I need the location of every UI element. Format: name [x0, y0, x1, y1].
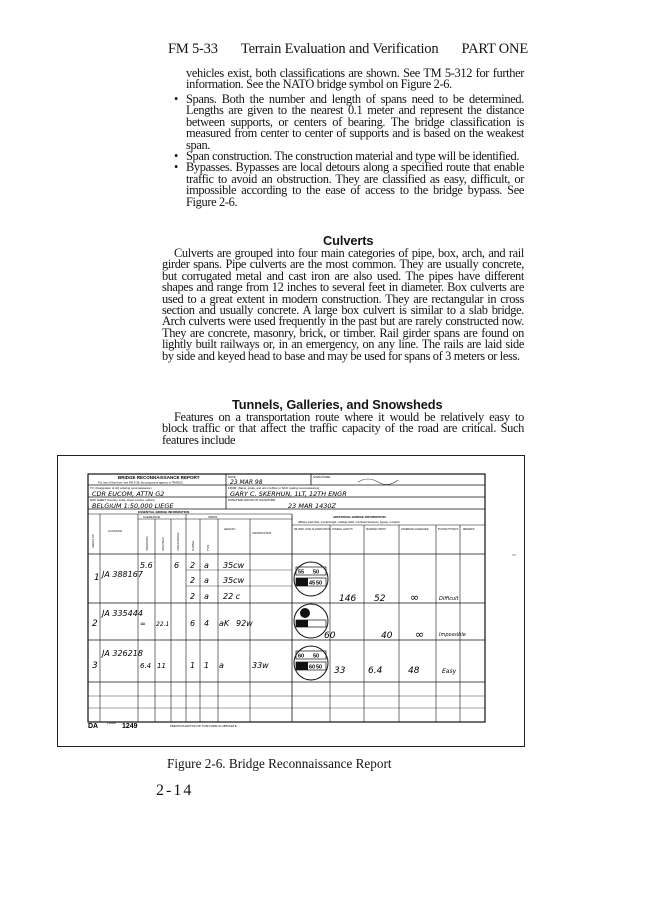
row1-overhead-clearance: ∞	[410, 591, 420, 604]
row1-mlc-left: 45	[309, 580, 316, 587]
bullet-dot-icon: •	[174, 160, 178, 175]
col-overall-length: OVERALL LENGTH	[332, 529, 353, 531]
col-horizontal: HORIZONTAL	[146, 535, 149, 551]
col-construction: CONSTRUCTION	[252, 532, 272, 535]
from-label: FROM: (Name, grade, and unit of officer or NCO making reconnaissance)	[228, 486, 320, 490]
row1-overall-length: 146	[339, 594, 357, 604]
row1-span3-length: 22 c	[223, 592, 241, 601]
col-overhead-clearance: OVERHEAD CLEARANCE	[401, 529, 429, 531]
bullet-text: Spans. Both the number and length of spans need to be determined. Lengths are given to the nearest 0.1 meter and represent the distance between supports, or centers of bearing. The bridge classification is measured from center to center of supports and is based on the weakest span.	[186, 92, 524, 152]
row1-mlc-bottom: 50	[313, 569, 320, 576]
bullet-text: Span construction. The construction material and type will be identified.	[186, 149, 520, 164]
culverts-paragraph: Culverts are grouped into four main categories of pipe, box, arch, and rail girder spans. Pipe culverts are the most common. They are usually concrete, but corrugated metal and cast iron are also used. The pipes have different shapes and range from 12 inches to several feet in diameter. Box culverts are used to a great extent in modern construction. They are rectangular in cross section and usually concrete. A large box culvert is similar to a slab bridge. Arch culverts were used frequently in the past but are rarely constructed now. They are concrete, masonry, brick, or timber. Rail girder spans are found on lightly built railways or, in an emergency, on any line. The rails are laid side by side and keyed head to base and may be used for spans of 3 meters or less.	[162, 246, 524, 363]
row3-span-type2: a	[219, 661, 224, 670]
essential-label: ESSENTIAL BRIDGE INFORMATION	[138, 510, 190, 514]
form-da-prefix: DA	[88, 723, 99, 730]
row1-span2-length: 35cw	[223, 576, 245, 585]
row2-span-length: 92w	[236, 619, 253, 628]
figure-caption: Figure 2-6. Bridge Reconnaissance Report	[167, 756, 392, 771]
row2-span-type: 4	[204, 619, 210, 628]
map-label: MAP SHEET (Country, scale, sheet number, edition)	[90, 498, 155, 502]
date-label: DATE	[228, 475, 236, 479]
form-number: 1249	[122, 723, 138, 730]
row2-horizontal: ∞	[140, 620, 146, 628]
col-location: LOCATION	[108, 529, 123, 533]
map-value: BELGIUM 1:50,000 LIEGE	[92, 502, 174, 510]
form-subtitle: For use of this form, see FM 5-36; the proponent agency is TRADOC.	[98, 480, 185, 485]
row1-mlc-right: 50	[316, 580, 323, 587]
culverts-heading: Culverts	[323, 233, 374, 248]
bullet-dot-icon: •	[174, 92, 178, 106]
bullet-item	[174, 94, 524, 151]
row1-location: JA 388167	[102, 570, 143, 579]
page-number: 2-14	[156, 782, 194, 799]
row2-serial: 2	[92, 619, 98, 629]
row3-underbridge: 11	[157, 662, 166, 670]
bullet-dot-icon: •	[174, 149, 178, 164]
row1-span1-length: 35cw	[223, 561, 245, 570]
row2-span-type2: aK	[219, 619, 230, 628]
col-mlc: MILITARY LOAD CLASSIFICATION	[294, 529, 331, 531]
figure-frame	[57, 455, 525, 747]
row3-mlc-symbol-icon	[294, 646, 328, 680]
bullet-text: Bypasses. Bypasses are local detours along a specified route that enable traffic to avoid an obstruction. They are classified as easy, difficult, or impossible according to the ease of access to the bridge bypass. See Figure 2-6.	[186, 160, 524, 209]
to-label: TO: (Designation of HQ ordering reconnaissance)	[90, 486, 152, 490]
row1-mlc-top: 55	[298, 569, 305, 576]
row2-location: JA 335444	[102, 609, 143, 618]
row3-bypass: Easy	[442, 668, 457, 675]
signature-label: SIGNATURE	[313, 475, 331, 479]
row2-mlc-symbol-icon	[294, 604, 328, 638]
row3-mlc-left: 60	[309, 664, 316, 671]
additional-label: ADDITIONAL BRIDGE INFORMATION	[333, 515, 386, 519]
part-label: PART ONE	[461, 41, 528, 57]
col-serial: SERIAL NO	[92, 534, 95, 548]
bridge-recon-form	[58, 456, 524, 746]
row2-roadway-width: 40	[381, 631, 393, 641]
row3-location: JA 326218	[102, 649, 143, 658]
row1-span2-number: 2	[190, 576, 196, 585]
row1-span2-type: a	[204, 576, 209, 585]
row1-serial: 1	[94, 573, 100, 583]
form-title: BRIDGE RECONNAISSANCE REPORT	[118, 475, 200, 480]
row3-overhead-clearance: 48	[408, 666, 420, 676]
bullet-item	[174, 162, 524, 208]
signature-scribble-icon	[358, 479, 398, 485]
row3-serial: 3	[92, 661, 98, 671]
col-remarks: REMARKS	[463, 529, 475, 531]
row3-mlc-top: 60	[298, 653, 305, 660]
row1-span3-number: 2	[190, 592, 196, 601]
row2-overhead-clearance: ∞	[415, 628, 425, 641]
continuation-paragraph: vehicles exist, both classifications are shown. See TM 5-312 for further information. See the NATO bridge symbol on Figure 2-6.	[186, 66, 524, 92]
row2-overall-length: 60	[324, 631, 336, 641]
row3-roadway-width: 6.4	[368, 666, 383, 676]
manual-number: FM 5-33	[168, 41, 218, 57]
row3-span-type: 1	[204, 661, 210, 670]
tunnels-heading: Tunnels, Galleries, and Snowsheds	[232, 397, 443, 412]
col-length: LENGTH	[224, 527, 236, 531]
row3-mlc-bottom: 50	[313, 653, 320, 660]
bullet-list	[174, 94, 524, 208]
date-value: 23 MAR 98	[230, 479, 263, 486]
running-header	[168, 41, 528, 58]
header-title: Terrain Evaluation and Verification	[240, 41, 439, 57]
clearance-label: CLEARANCE	[143, 515, 161, 519]
to-value: CDR EUCOM, ATTN G2	[92, 490, 165, 498]
tunnels-paragraph: Features on a transportation route where it would be relatively easy to block traffic or that affect the traffic capacity of the road are critical. Such features include	[162, 410, 524, 447]
row1-roadway-width: 52	[374, 594, 386, 604]
col-overhead: OVERHEAD	[162, 537, 165, 551]
row1-span1-type: a	[204, 561, 209, 570]
row1-span1-number: 2	[190, 561, 196, 570]
additional-sub: (Military load class, overall length, roadway width, overhead clearance, bypass, remarks)	[298, 521, 400, 524]
row3-overall-length: 33	[334, 666, 346, 676]
row3-horizontal: 6.4	[140, 662, 152, 670]
col-underbridge: UNDER-BRIDGE	[177, 532, 180, 551]
row2-span-number: 6	[190, 619, 196, 628]
row1-bypass: Difficult	[439, 596, 459, 602]
row2-underbridge: 22.1	[156, 621, 170, 628]
dtg-value: 23 MAR 1430Z	[288, 502, 336, 510]
col-roadway-width: ROADWAY WIDTH	[366, 529, 386, 531]
dtg-label: DATE/TIME GROUP OF SIGNATURE	[228, 498, 276, 502]
row1-underbridge: 6	[174, 561, 180, 570]
col-type: TYPE	[207, 544, 210, 551]
row2-bypass: Impossible	[439, 632, 466, 638]
row3-span-number: 1	[190, 661, 196, 670]
col-number: NUMBER	[192, 540, 195, 551]
form-label: FORM	[107, 721, 116, 725]
col-bypass: BY-PASS PHYSICS	[438, 529, 459, 531]
from-value: GARY C. SKERHUN, 1LT, 12TH ENGR	[230, 490, 347, 498]
form-edition-note: PREVIOUS EDITION OF THIS FORM IS OBSOLETE.	[170, 724, 238, 728]
row1-span3-type: a	[204, 592, 209, 601]
row1-mlc-symbol-icon	[294, 562, 328, 596]
spans-label: SPANS	[208, 515, 218, 519]
row1-horizontal: 5.6	[140, 561, 153, 570]
row3-mlc-right: 50	[316, 664, 323, 671]
row3-span-length: 33w	[252, 661, 269, 670]
